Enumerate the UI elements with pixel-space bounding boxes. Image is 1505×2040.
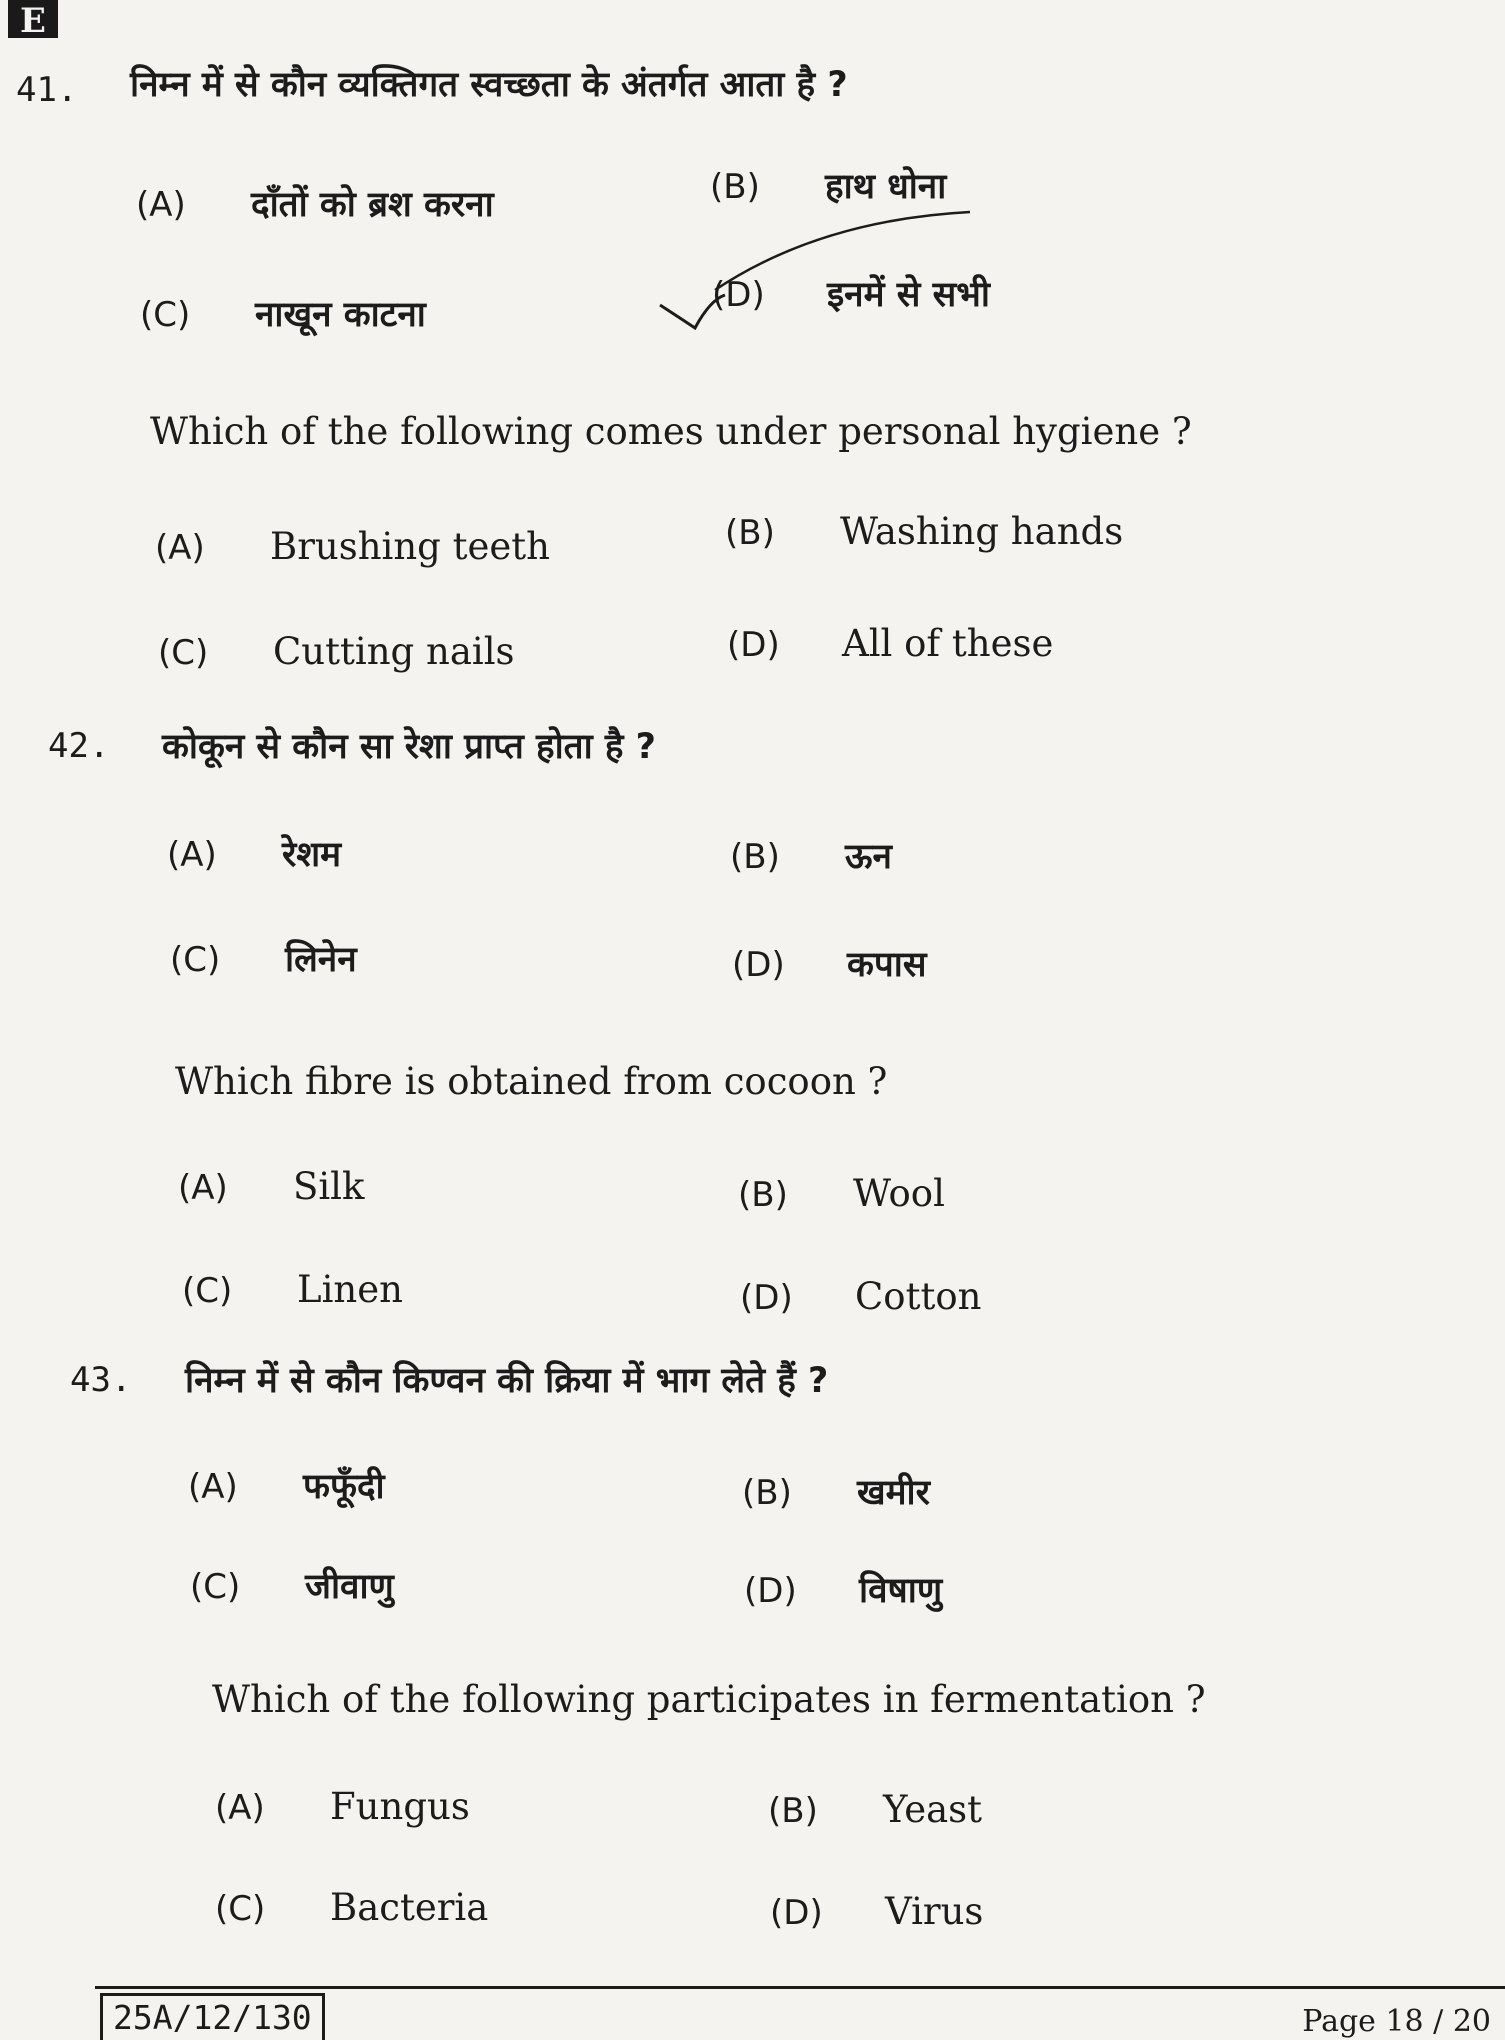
option-label: (D) bbox=[732, 945, 785, 985]
q41-en-option-c bbox=[158, 630, 515, 673]
option-text: दाँतों को ब्रश करना bbox=[251, 185, 494, 225]
option-label: (B) bbox=[768, 1791, 818, 1831]
option-text: Silk bbox=[293, 1165, 365, 1208]
option-label: (C) bbox=[158, 633, 209, 673]
option-label: (D) bbox=[770, 1893, 823, 1933]
option-text: इनमें से सभी bbox=[827, 275, 990, 315]
handwritten-tick-mark bbox=[640, 200, 980, 340]
option-text: हाथ धोना bbox=[825, 167, 947, 207]
option-label: (D) bbox=[740, 1278, 793, 1318]
option-label: (C) bbox=[182, 1271, 233, 1311]
option-text: Fungus bbox=[330, 1785, 470, 1828]
option-label: (C) bbox=[140, 295, 191, 335]
q43-hi-option-b bbox=[742, 1468, 930, 1515]
q43-en-option-a bbox=[215, 1785, 470, 1828]
question-43-hindi-text: निम्न में से कौन किण्वन की क्रिया में भाग लेते हैं ? bbox=[185, 1361, 829, 1401]
option-text: Bacteria bbox=[330, 1886, 489, 1929]
q43-en-option-d bbox=[770, 1890, 983, 1933]
option-label: (B) bbox=[710, 167, 760, 207]
q41-en-option-a bbox=[155, 525, 550, 568]
q42-en-option-a bbox=[178, 1165, 364, 1208]
option-text: Virus bbox=[885, 1890, 984, 1933]
q42-hi-option-a bbox=[167, 830, 341, 877]
question-number-41: 41. bbox=[16, 70, 78, 110]
option-text: All of these bbox=[842, 622, 1054, 665]
option-label: (B) bbox=[730, 837, 780, 877]
q43-hi-option-c bbox=[190, 1562, 394, 1609]
option-text: लिनेन bbox=[285, 940, 357, 980]
q42-en-option-d bbox=[740, 1275, 981, 1318]
option-text: खमीर bbox=[857, 1473, 930, 1513]
option-text: जीवाणु bbox=[305, 1567, 394, 1607]
option-label: (D) bbox=[727, 625, 780, 665]
footer-divider bbox=[95, 1986, 1505, 1989]
q42-hi-option-d bbox=[732, 940, 927, 987]
question-number-42: 42. bbox=[48, 726, 110, 766]
option-text: Yeast bbox=[883, 1788, 983, 1831]
option-text: Washing hands bbox=[840, 510, 1124, 553]
question-41-english-text: Which of the following comes under personal hygiene ? bbox=[150, 410, 1192, 453]
q42-en-option-b bbox=[738, 1172, 945, 1215]
option-label: (B) bbox=[742, 1473, 792, 1513]
option-label: (A) bbox=[155, 528, 205, 568]
option-label: (A) bbox=[178, 1168, 228, 1208]
option-label: (A) bbox=[188, 1467, 238, 1507]
option-label: (B) bbox=[738, 1175, 788, 1215]
option-text: कपास bbox=[847, 945, 927, 985]
question-42-english-text: Which fibre is obtained from cocoon ? bbox=[175, 1060, 888, 1103]
option-text: Cutting nails bbox=[273, 630, 515, 673]
option-label: (C) bbox=[190, 1567, 241, 1607]
option-label: (B) bbox=[725, 513, 775, 553]
option-label: (A) bbox=[167, 835, 217, 875]
option-text: Cotton bbox=[855, 1275, 982, 1318]
q41-hi-option-a bbox=[136, 180, 494, 227]
q43-en-option-c bbox=[215, 1886, 488, 1929]
option-text: Linen bbox=[297, 1268, 403, 1311]
set-badge: E bbox=[8, 0, 58, 38]
option-label: (A) bbox=[136, 185, 186, 225]
option-text: नाखून काटना bbox=[255, 295, 426, 335]
option-text: Brushing teeth bbox=[270, 525, 550, 568]
question-42-hindi-text: कोकून से कौन सा रेशा प्राप्त होता है ? bbox=[162, 727, 656, 767]
q41-en-option-b bbox=[725, 510, 1123, 553]
q42-hi-option-c bbox=[170, 935, 357, 982]
q43-hi-option-a bbox=[188, 1462, 385, 1509]
q42-hi-option-b bbox=[730, 832, 892, 879]
option-label: (D) bbox=[744, 1571, 797, 1611]
option-text: रेशम bbox=[282, 835, 342, 875]
q43-hi-option-d bbox=[744, 1566, 942, 1613]
option-label: (C) bbox=[170, 940, 221, 980]
question-43-english-text: Which of the following participates in fermentation ? bbox=[212, 1678, 1206, 1721]
q42-en-option-c bbox=[182, 1268, 403, 1311]
option-text: फफूँदी bbox=[303, 1467, 385, 1507]
question-41-hindi-text: निम्न में से कौन व्यक्तिगत स्वच्छता के अंतर्गत आता है ? bbox=[130, 65, 848, 105]
option-label: (A) bbox=[215, 1788, 265, 1828]
option-text: विषाणु bbox=[859, 1571, 943, 1611]
q43-en-option-b bbox=[768, 1788, 982, 1831]
option-label: (D) bbox=[712, 275, 765, 315]
option-text: Wool bbox=[853, 1172, 945, 1215]
option-text: ऊन bbox=[845, 837, 892, 877]
q41-hi-option-c bbox=[140, 290, 426, 337]
option-label: (C) bbox=[215, 1889, 266, 1929]
q41-en-option-d bbox=[727, 622, 1053, 665]
paper-code: 25A/12/130 bbox=[100, 1993, 325, 2040]
question-number-43: 43. bbox=[70, 1360, 132, 1400]
page-number: Page 18 / 20 bbox=[1302, 2004, 1491, 2039]
